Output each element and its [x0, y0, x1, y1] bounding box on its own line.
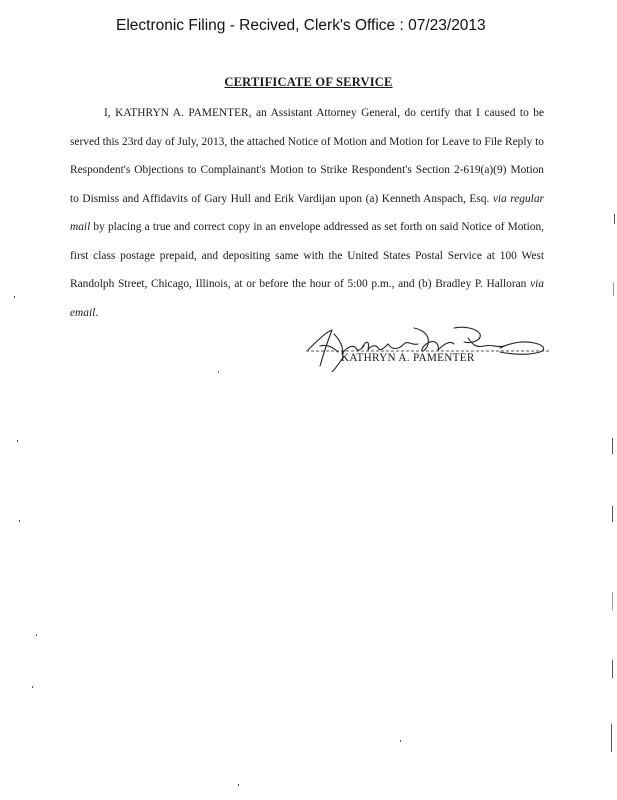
scan-artifact	[614, 214, 615, 224]
scan-artifact	[36, 634, 37, 636]
scan-artifact	[611, 724, 612, 752]
certificate-end: .	[95, 306, 99, 319]
handwritten-signature	[304, 322, 552, 372]
service-method-email: via email	[70, 278, 544, 319]
scan-artifact	[19, 520, 20, 522]
scan-artifact	[238, 784, 239, 786]
certificate-intro: I, KATHRYN A. PAMENTER, an Assistant Attorney General, do certify that I caused to be served this 23rd day of July, 2013, the attached Notice of Motion and Motion for Leave to File Reply to Respondent's Objections to Complainant's Motion to Strike Respondent's Section 2-619(a)(9) Motion to Dismiss and Affidavits of Gary Hull and Erik Vardijan upon (a) Kenneth Anspach, Esq.	[70, 107, 544, 205]
scan-artifact	[612, 592, 613, 610]
scan-artifact	[32, 686, 33, 688]
scan-artifact	[14, 296, 15, 298]
scan-artifact	[17, 440, 18, 442]
signature-block	[304, 322, 554, 378]
certificate-middle: by placing a true and correct copy in an envelope addressed as set forth on said Notice of Motion, first class postage prepaid, and depositing same with the United States Postal Service at 100 West Randolph Street, Chicago, Illinois, at or before the hour of 5:00 p.m., and (b) Bradley P. Halloran	[70, 221, 544, 290]
scan-artifact	[612, 660, 613, 678]
certificate-title-text: CERTIFICATE OF SERVICE	[224, 75, 393, 89]
scan-artifact	[612, 506, 613, 522]
signer-name: KATHRYN A. PAMENTER	[341, 352, 475, 364]
scan-artifact	[218, 371, 219, 373]
service-method-mail: via regular mail	[70, 192, 544, 233]
scan-artifact	[612, 438, 613, 454]
electronic-filing-stamp: Electronic Filing - Recived, Clerk's Office : 07/23/2013	[116, 17, 486, 34]
scan-artifact	[613, 282, 614, 296]
scan-artifact	[400, 740, 401, 742]
certificate-body	[70, 99, 544, 327]
certificate-title	[0, 75, 617, 90]
